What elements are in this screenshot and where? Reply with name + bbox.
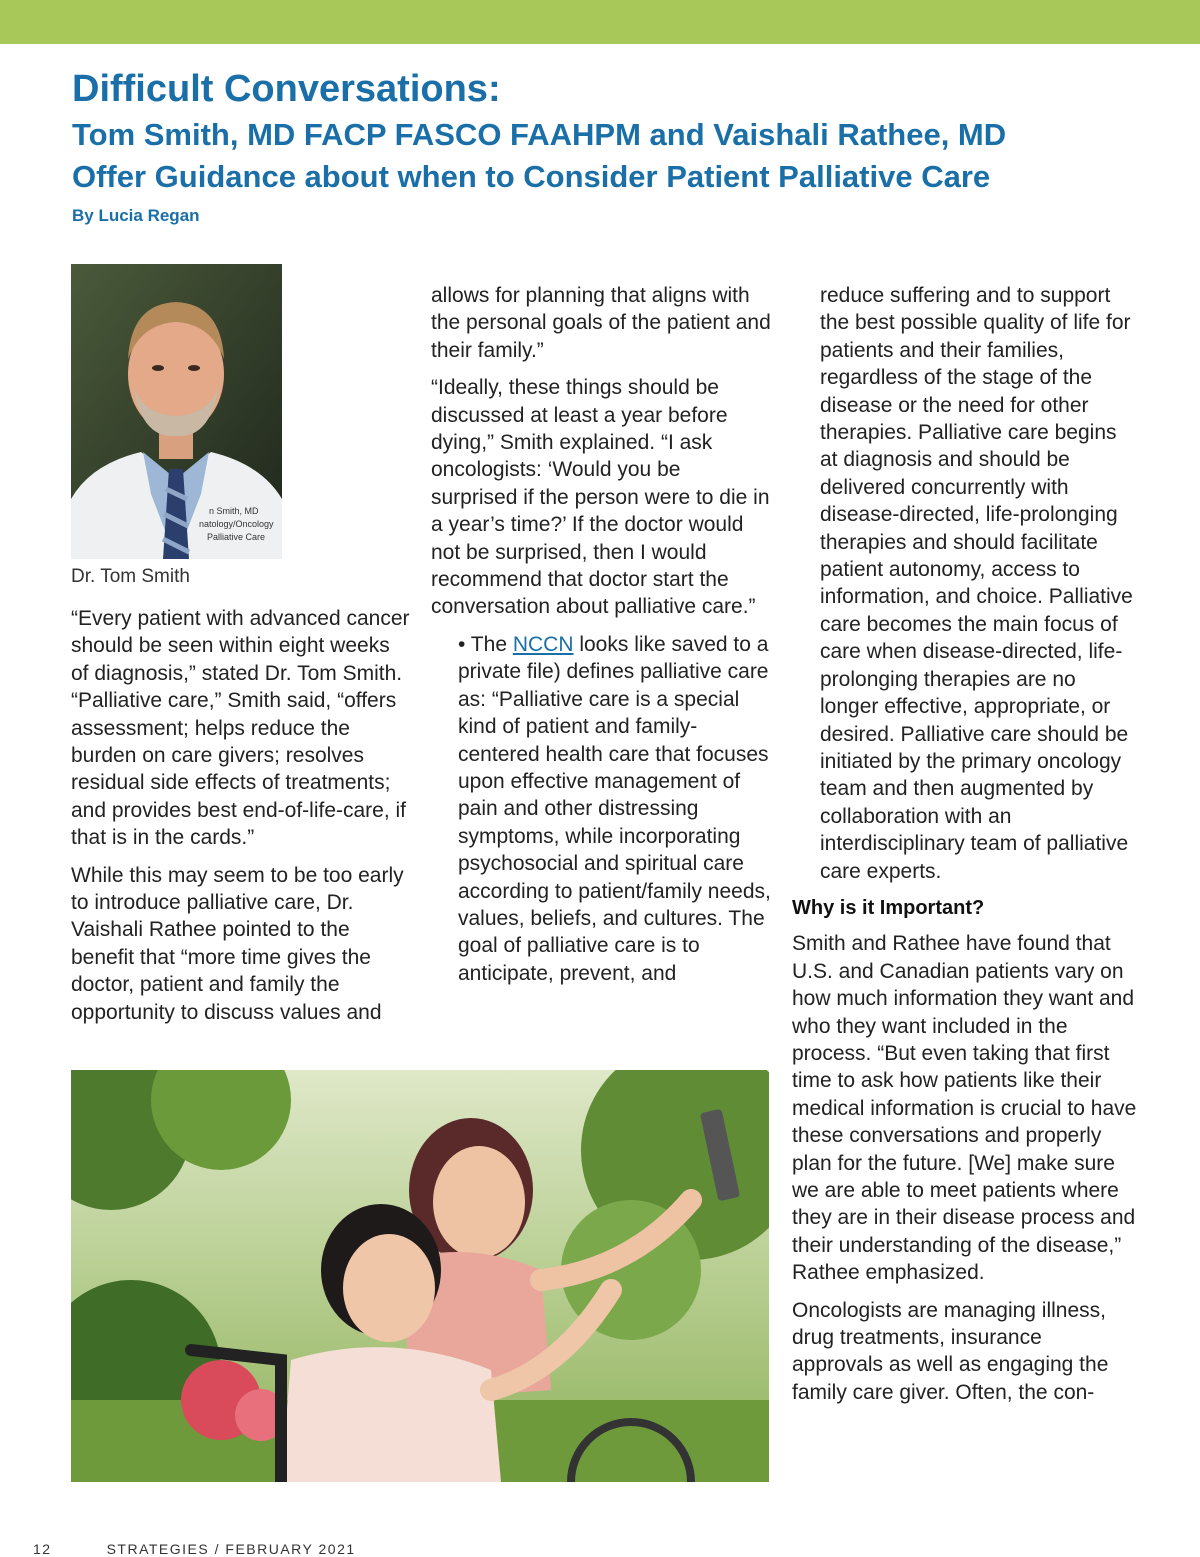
article-header [72,66,1172,226]
subtitle-line-2: Offer Guidance about when to Consider Patient Palliative Care [72,159,991,194]
bullet-text: looks like saved to a private file) defines palliative care as: “Palliative care is a special kind of patient and family-centered health care that focuses upon effective management of pain and other distressing symptoms, while incorporating psychosocial and spiritual care according to patient/family needs, values, beliefs, and cultures. The goal of palliative care is to anticipate, prevent, and [458,632,771,985]
coat-text-2: natology/Oncology [199,519,274,529]
portrait-caption: Dr. Tom Smith [71,566,190,587]
article-subtitle [72,114,1172,198]
selfie-illustration [71,1070,769,1482]
portrait-photo [71,264,282,559]
section-heading: Why is it Important? [792,896,985,919]
col1-paragraph-2: While this may seem to be too early to introduce palliative care, Dr. Vaishali Rathee pointed to the benefit that “more time gives the doctor, patient and family the opportunity to discuss values and [71,863,404,1024]
col2-paragraph-2: “Ideally, these things should be discussed at least a year before dying,” Smith explained. “I ask oncologists: ‘Would you be surprised if the person were to die in a year’s time?’ If the doctor would not be surprised, then I would recommend that doctor start the conversation about palliative care.” [431,376,770,619]
col2-paragraph-1: allows for planning that aligns with the personal goals of the patient and their family.” [431,284,771,362]
nccn-link[interactable]: NCCN [512,632,574,656]
publication-line: STRATEGIES / FEBRUARY 2021 [106,1541,356,1557]
col3-paragraph-1: reduce suffering and to support the best possible quality of life for patients and their families, regardless of the stage of the disease or the need for other therapies. Palliative care begins at diagnosis and should be delivered concurrently with disease-directed, life-prolonging therapies and should facilitate patient autonomy, access to information, and choice. Palliative care becomes the main focus of care when disease-directed, life-prolonging therapies are no longer effective, appropriate, or desired. Palliative care should be initiated by the primary oncology team and then augmented by collaboration with an interdisciplinary team of palliative care experts. [820,284,1133,883]
byline: By Lucia Regan [72,206,200,225]
nccn-bullet [431,631,771,987]
column-3 [792,282,1137,1416]
page-footer [33,1541,356,1557]
portrait-illustration [71,264,282,559]
bullet-prefix: • The [458,632,513,656]
column-1 [71,605,411,1036]
col3-paragraph-3: Oncologists are managing illness, drug treatments, insurance approvals as well as engaging the family care giver. Often, the con- [792,1298,1109,1404]
selfie-photo [71,1070,769,1482]
coat-text-3: Palliative Care [207,532,266,542]
column-2 [431,282,771,997]
article-title: Difficult Conversations: [72,68,501,110]
top-accent-bar [0,0,1200,44]
col3-paragraph-2: Smith and Rathee have found that U.S. and Canadian patients vary on how much information they want and who they want included in the process. “But even taking that first time to ask how patients like their medical information is crucial to have these conversations and properly plan for the future. [We] make sure we are able to meet patients where they are in their disease process and their understanding of the disease,” Rathee emphasized. [792,932,1137,1285]
subtitle-line-1: Tom Smith, MD FACP FASCO FAAHPM and Vaishali Rathee, MD [72,117,1007,152]
coat-text-1: n Smith, MD [209,506,259,516]
page-number: 12 [33,1541,52,1557]
col1-paragraph-1: “Every patient with advanced cancer should be seen within eight weeks of diagnosis,” stated Dr. Tom Smith. “Palliative care,” Smith said, “offers assessment; helps reduce the burden on care givers; resolves residual side effects of treatments; and provides best end-of-life-care, if that is in the cards.” [71,607,410,850]
